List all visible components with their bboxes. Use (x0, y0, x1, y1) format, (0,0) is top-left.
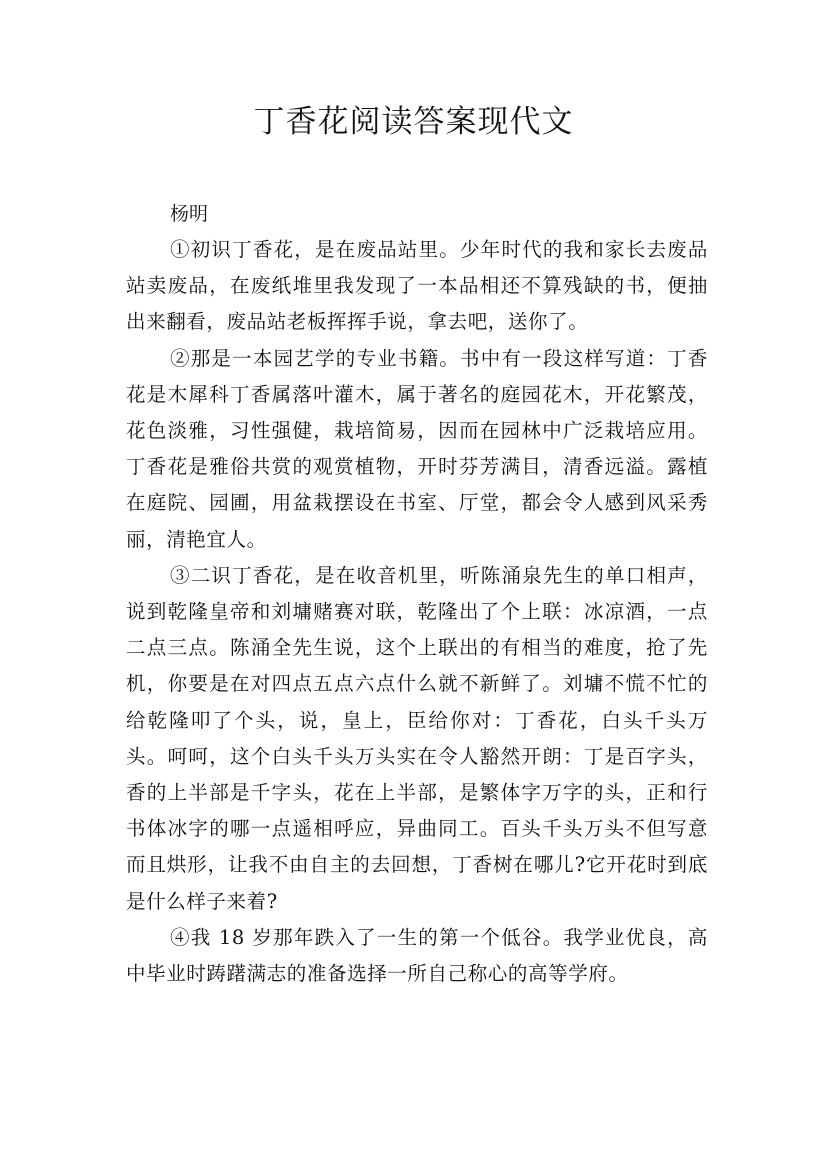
paragraph-4: ④我 18 岁那年跌入了一生的第一个低谷。我学业优良，高中毕业时踌躇满志的准备选择一所自己称心的高等学府。 (126, 925, 708, 986)
paragraph-1: ①初识丁香花，是在废品站里。少年时代的我和家长去废品站卖废品，在废纸堆里我发现了一本品相还不算残缺的书，便抽出来翻看，废品站老板挥挥手说，拿去吧，送你了。 (126, 238, 708, 334)
paragraph-2: ②那是一本园艺学的专业书籍。书中有一段这样写道：丁香花是木犀科丁香属落叶灌木，属于著名的庭园花木，开花繁茂，花色淡雅，习性强健，栽培简易，因而在园林中广泛栽培应用。丁香花是雅俗共赏的观赏植物，开时芬芳满目，清香远溢。露植在庭院、园圃，用盆栽摆设在书室、厅堂，都会令人感到风采秀丽，清艳宜人。 (126, 346, 708, 551)
document-title: 丁香花阅读答案现代文 (253, 104, 574, 140)
author-name: 杨明 (170, 203, 209, 225)
paragraph-3: ③二识丁香花，是在收音机里，听陈涌泉先生的单口相声，说到乾隆皇帝和刘墉赌赛对联，乾隆出了个上联：冰凉酒，一点二点三点。陈涌全先生说，这个上联出的有相当的难度，抢了先机，你要是在对四点五点六点什么就不新鲜了。刘墉不慌不忙的给乾隆叩了个头，说，皇上，臣给你对：丁香花，白头千头万头。呵呵，这个白头千头万头实在令人豁然开朗：丁是百字头，香的上半部是千字头，花在上半部，是繁体字万字的头，正和行书体冰字的哪一点遥相呼应，异曲同工。百头千头万头不但写意而且烘形，让我不由自主的去回想，丁香树在哪儿?它开花时到底是什么样子来着? (126, 563, 708, 913)
document-body (126, 196, 708, 992)
